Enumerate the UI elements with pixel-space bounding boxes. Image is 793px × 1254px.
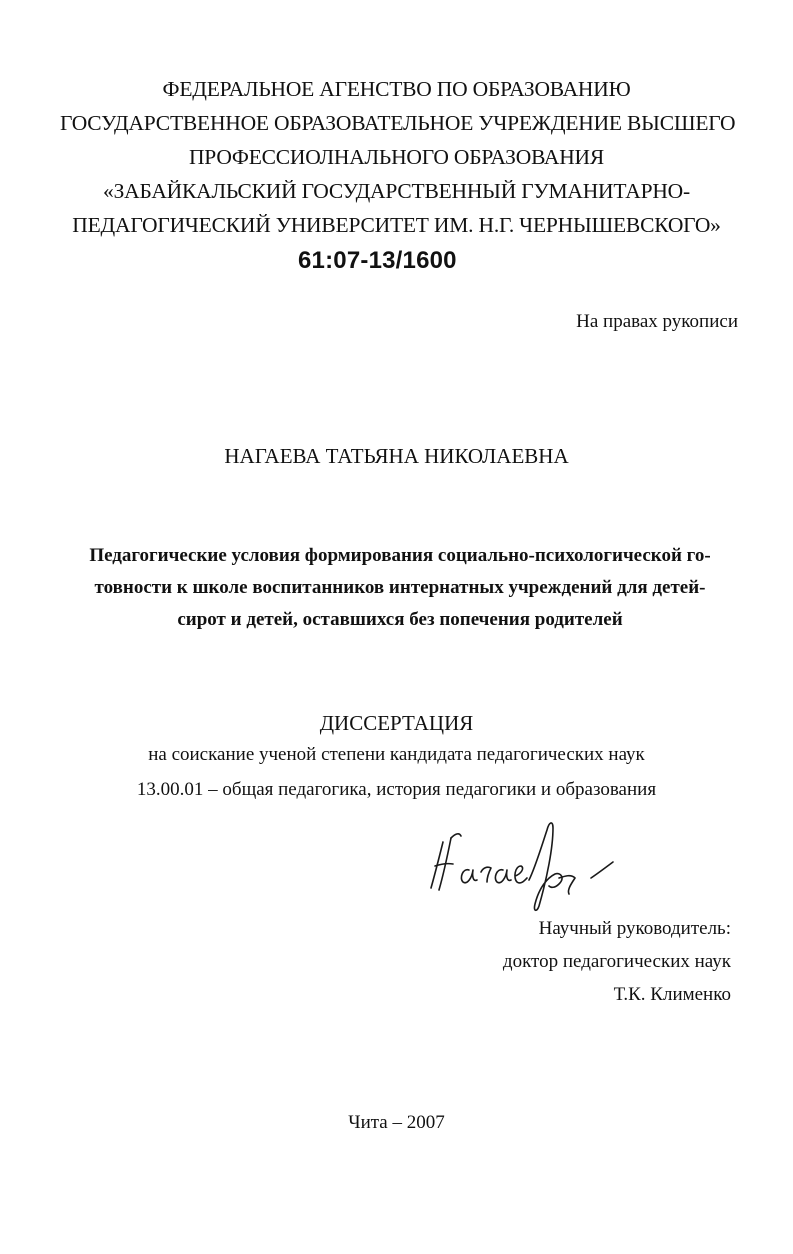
supervisor-name: Т.К. Клименко [613, 984, 731, 1005]
thesis-title-line-1: Педагогические условия формирования социально-психологической го- [89, 545, 711, 566]
degree-line: на соискание ученой степени кандидата педагогических наук [148, 744, 645, 765]
thesis-title-line-3: сирот и детей, оставшихся без попечения родителей [177, 609, 623, 630]
header-line-education: ПРОФЕССИОЛНАЛЬНОГО ОБРАЗОВАНИЯ [188, 145, 604, 169]
header-line-university: «ЗАБАЙКАЛЬСКИЙ ГОСУДАРСТВЕННЫЙ ГУМАНИТАРНО- [103, 179, 690, 203]
supervisor-role: Научный руководитель: [538, 918, 731, 939]
supervisor-degree: доктор педагогических наук [502, 951, 731, 972]
institution-header [60, 72, 736, 242]
thesis-type-label: ДИССЕРТАЦИЯ [319, 711, 474, 735]
author-name: НАГАЕВА ТАТЬЯНА НИКОЛАЕВНА [224, 444, 569, 468]
header-line-institution: ГОСУДАРСТВЕННОЕ ОБРАЗОВАТЕЛЬНОЕ УЧРЕЖДЕНИЕ ВЫСШЕГО [60, 111, 736, 135]
header-line-agency: ФЕДЕРАЛЬНОЕ АГЕНСТВО ПО ОБРАЗОВАНИЮ [162, 77, 631, 101]
catalog-code: 61:07-13/1600 [298, 247, 457, 274]
city-year: Чита – 2007 [348, 1112, 445, 1133]
specialty-line: 13.00.01 – общая педагогика, история педагогики и образования [136, 779, 657, 800]
thesis-title-line-2: товности к школе воспитанников интернатных учреждений для детей- [94, 577, 706, 598]
manuscript-note: На правах рукописи [576, 311, 738, 332]
handwritten-signature [425, 808, 635, 918]
thesis-title [80, 540, 720, 636]
header-line-university-name: ПЕДАГОГИЧЕСКИЙ УНИВЕРСИТЕТ ИМ. Н.Г. ЧЕРНЫШЕВСКОГО» [72, 213, 721, 237]
supervisor-block [503, 912, 731, 1011]
